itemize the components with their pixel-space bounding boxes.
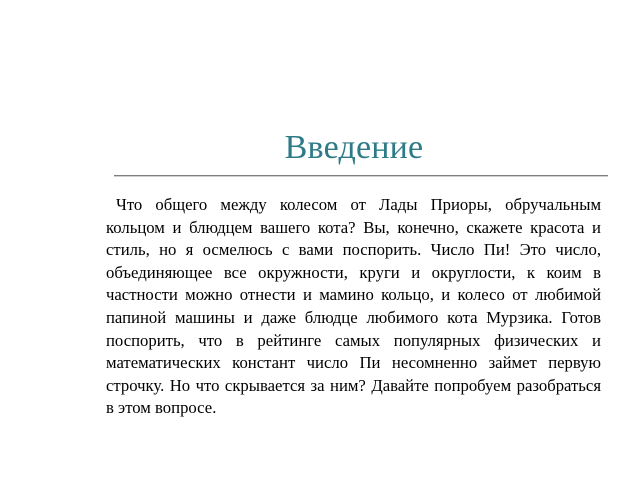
slide-title: Введение — [284, 129, 424, 166]
slide-body-text: Что общего между колесом от Лады Приоры, обручальным кольцом и блюдцем вашего кота? Вы, конечно, скажете красота и стиль, но я осмелюсь с вами поспорить. Число Пи! Это число, объединяющее все окружности, круги и округлости, к коим в частности можно отнести и мамино кольцо, и колесо от любимой папиной машины и даже блюдце любимого кота Мурзика. Готов поспорить, что в рейтинге самых популярных физических и математических констант число Пи несомненно займет первую строчку. Но что скрывается за ним? Давайте попробуем разобраться в этом вопросе. — [106, 195, 601, 418]
title-divider — [114, 175, 608, 176]
